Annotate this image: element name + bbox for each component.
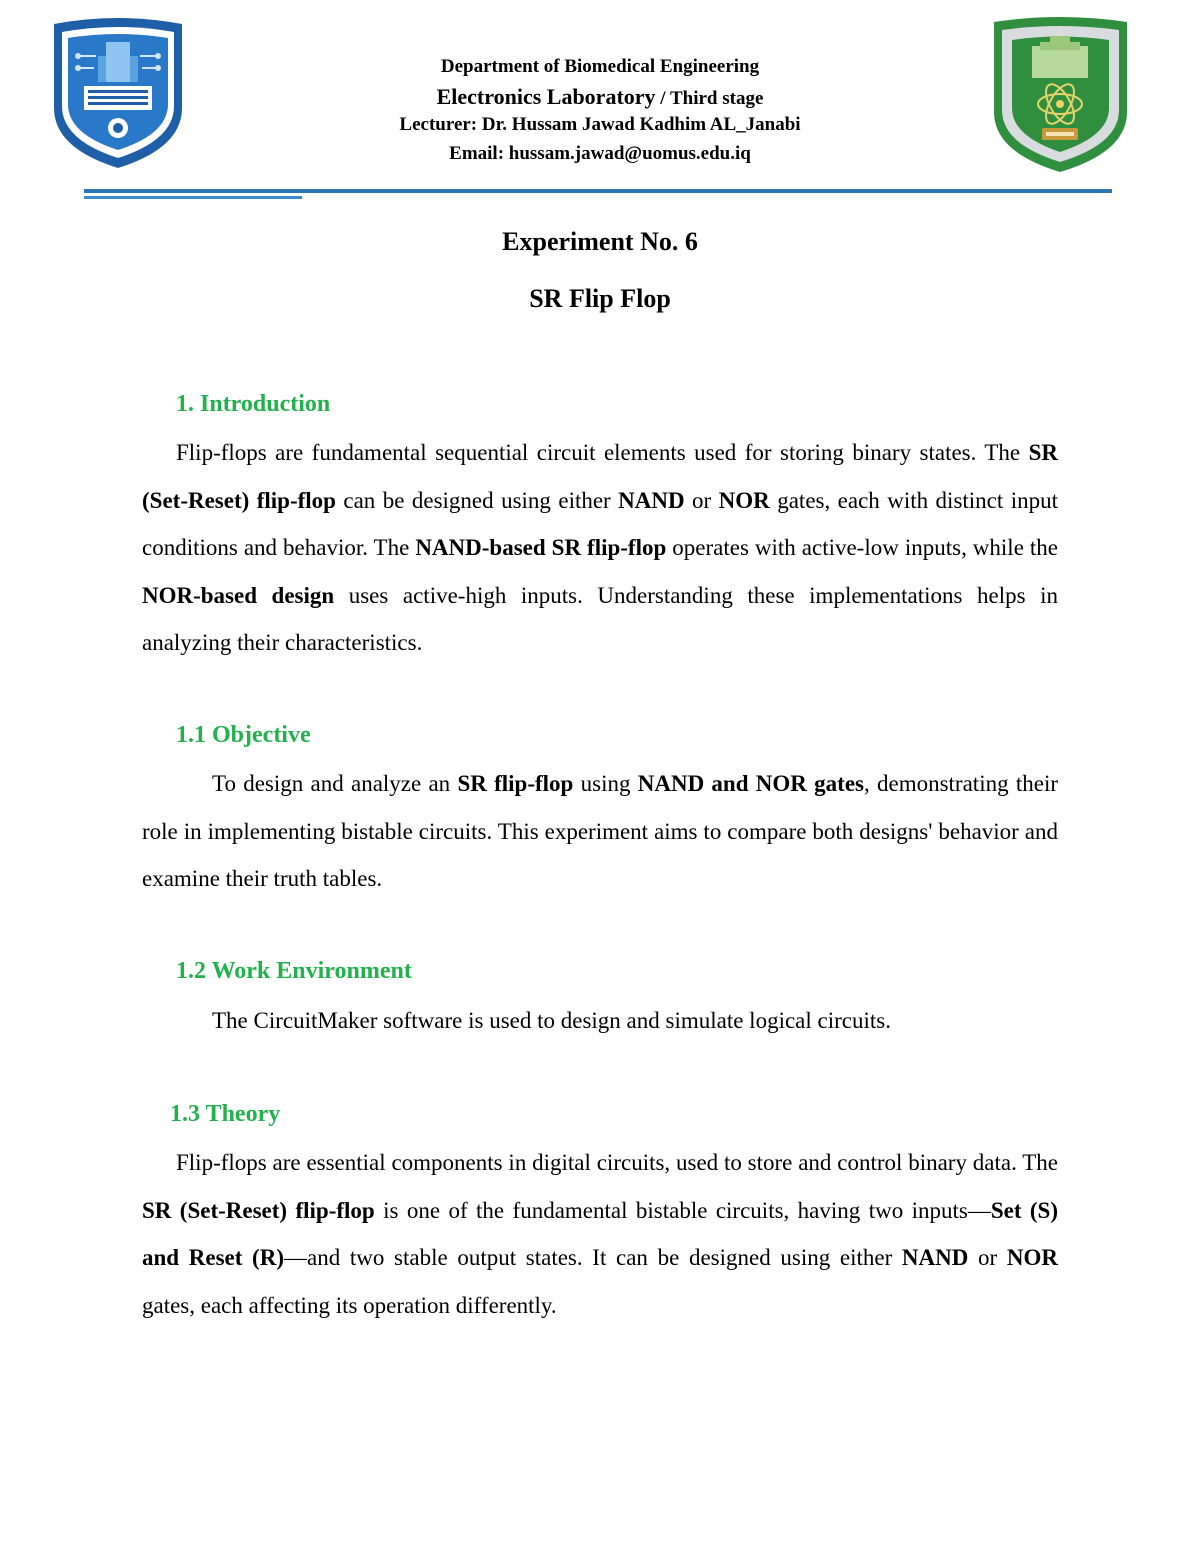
bold-run: NAND (618, 487, 685, 513)
objective-heading: 1.1 Objective (176, 722, 311, 748)
header-divider (84, 189, 1112, 193)
text-run: is one of the fundamental bistable circuits, having two inputs— (374, 1197, 991, 1223)
bold-run: NOR (1006, 1245, 1058, 1270)
stage-label: / Third stage (655, 88, 764, 109)
text-run: can be designed using either (335, 487, 619, 513)
header-divider-accent (84, 196, 302, 199)
college-logo (48, 16, 188, 170)
bold-run: NAND-based SR flip-flop (415, 535, 667, 560)
bold-run: SR flip-flop (457, 771, 574, 796)
theory-heading: 1.3 Theory (170, 1101, 281, 1127)
text-run: or (968, 1245, 1007, 1270)
bold-run: NOR (718, 487, 770, 513)
lecturer-email: Email: hussam.jawad@uomus.edu.iq (449, 143, 751, 164)
experiment-name: SR Flip Flop (529, 284, 671, 313)
theory-paragraph (142, 1139, 1058, 1329)
introduction-heading: 1. Introduction (176, 391, 331, 417)
text-run: Flip-flops are essential components in digital circuits, used to store and control binary data. The (176, 1150, 1058, 1175)
bold-run: SR (Set-Reset) flip-flop (142, 1197, 375, 1223)
bold-run: Set (S) and Reset (R) (142, 1197, 1058, 1270)
experiment-number: Experiment No. 6 (502, 227, 698, 256)
lab-title (250, 84, 950, 110)
bold-run: SR (Set-Reset) flip-flop (142, 440, 1058, 513)
text-run: using (573, 771, 638, 796)
text-run: operates with active-low inputs, while the (666, 535, 1059, 560)
text-run: To design and analyze an (212, 771, 458, 796)
text-run: —and two stable output states. It can be designed using either (283, 1245, 902, 1270)
bold-run: NAND (901, 1245, 969, 1270)
text-run: , demonstrating their role in implementing bistable circuits. This experiment aims to compare both designs' behavior and examine their truth tables. (142, 771, 1058, 891)
text-run: or (684, 487, 719, 513)
university-logo (988, 16, 1133, 174)
text-run: Flip-flops are fundamental sequential circuit elements used for storing binary states. The (176, 440, 1029, 465)
text-run: gates, each affecting its operation differently. (142, 1292, 557, 1318)
lab-name: Electronics Laboratory (436, 84, 656, 109)
department-name: Department of Biomedical Engineering (440, 56, 760, 77)
objective-paragraph (142, 760, 1058, 903)
lecturer-name: Lecturer: Dr. Hussam Jawad Kadhim AL_Janabi (399, 114, 801, 135)
text-run: uses active-high inputs. Understanding these implementations helps in analyzing their characteristics. (142, 582, 1058, 655)
text-run: gates, each with distinct input conditions and behavior. The (142, 487, 1058, 560)
introduction-paragraph (142, 429, 1058, 667)
bold-run: NOR-based design (142, 582, 335, 608)
work-environment-paragraph: The CircuitMaker software is used to design and simulate logical circuits. (212, 1008, 891, 1033)
work-environment-heading: 1.2 Work Environment (176, 958, 412, 984)
bold-run: NAND and NOR gates (637, 771, 864, 796)
